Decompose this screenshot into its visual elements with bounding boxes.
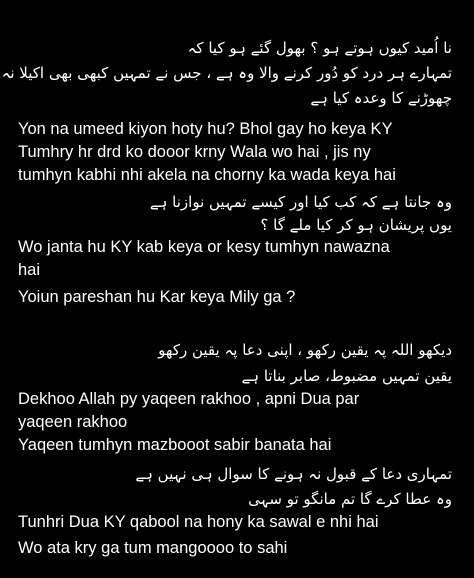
roman-line: Dekhoo Allah py yaqeen rakhoo , apni Dua par: [18, 390, 360, 408]
urdu-line: چھوڑنے کا وعدہ کیا ہے: [310, 89, 452, 107]
roman-line: Tumhry hr drd ko dooor krny Wala wo hai , jis ny: [18, 143, 371, 161]
urdu-line: وہ عطا کرے گا تم مانگو تو سہی: [248, 490, 452, 508]
urdu-line: یوں پریشان ہو کر کیا ملے گا ؟: [260, 216, 452, 234]
urdu-line: نا اُمید کیوں ہوتے ہو ؟ بھول گئے ہو کیا کہ: [187, 39, 452, 57]
roman-line: Yon na umeed kiyon hoty hu? Bhol gay ho keya KY: [18, 120, 393, 138]
roman-line: Wo janta hu KY kab keya or kesy tumhyn nawazna: [18, 238, 390, 256]
urdu-line: دیکھو اللہ پہ یقین رکھو ، اپنی دعا پہ یقین رکھو: [158, 341, 452, 359]
roman-line: Yaqeen tumhyn mazbooot sabir banata hai: [18, 436, 332, 454]
roman-line: Tunhri Dua KY qabool na hony ka sawal e nhi hai: [18, 513, 379, 531]
urdu-line: تمہاری دعا کے قبول نہ ہونے کا سوال ہی نہیں ہے: [135, 465, 452, 483]
roman-line: Wo ata kry ga tum mangoooo to sahi: [18, 539, 288, 557]
roman-line: Yoiun pareshan hu Kar keya Mily ga ?: [18, 288, 296, 306]
urdu-line: تمہارے ہر درد کو دُور کرنے والا وہ ہے ، جس نے تمہیں کبھی بھی اکیلا نہ: [1, 64, 452, 82]
roman-line: tumhyn kabhi nhi akela na chorny ka wada keya hai: [18, 166, 396, 184]
urdu-line: وہ جانتا ہے کہ کب کیا اور کیسے تمہیں نوازنا ہے: [149, 193, 452, 211]
urdu-line: یقین تمہیں مضبوط، صابر بناتا ہے: [241, 367, 452, 385]
roman-line: hai: [18, 261, 41, 279]
roman-line: yaqeen rakhoo: [18, 413, 128, 431]
